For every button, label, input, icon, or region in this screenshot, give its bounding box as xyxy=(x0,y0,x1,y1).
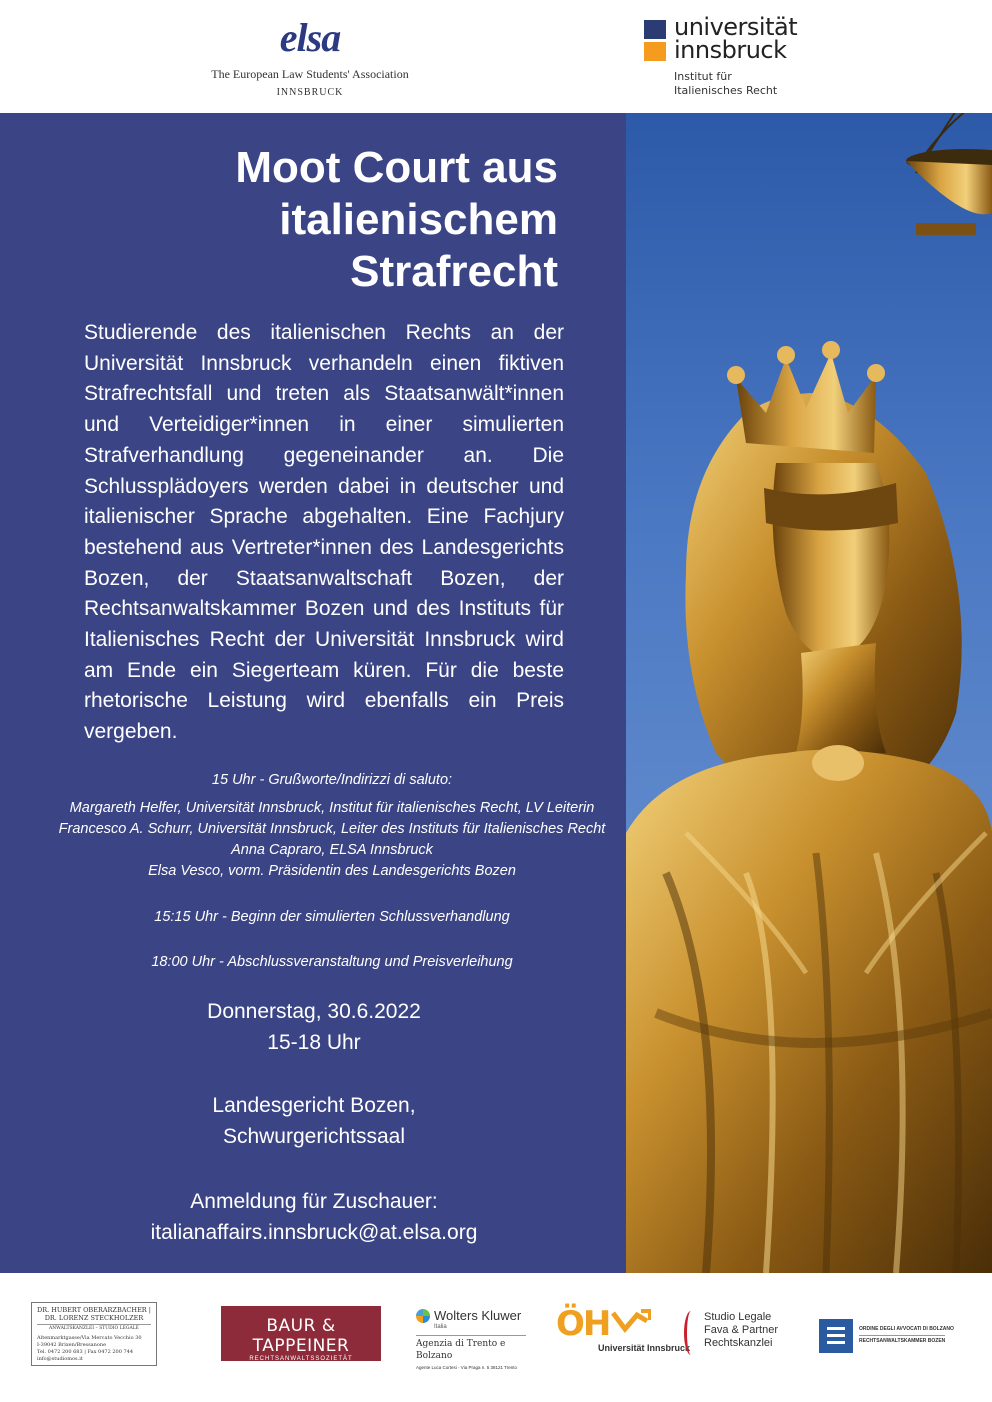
university-name-line2: innsbruck xyxy=(674,36,787,64)
sponsor-oberarzbacher-names: DR. HUBERT OBERARZBACHER | DR. LORENZ STECKHOLZER xyxy=(37,1306,151,1325)
event-time: 15-18 Uhr xyxy=(267,1031,361,1054)
sponsor-wolters-agency: Agenzia di Trento e Bolzano xyxy=(416,1335,526,1362)
sponsor-baur-subtitle-de: RECHTSANWALTSSOZIETÄT xyxy=(249,1356,353,1362)
sponsor-footer xyxy=(0,1273,992,1402)
sponsor-fava-logo xyxy=(684,1311,794,1361)
sponsor-oberarzbacher-logo xyxy=(31,1302,157,1366)
sponsor-ordine-logo xyxy=(819,1319,959,1353)
oeh-arrow-icon xyxy=(611,1307,651,1333)
speaker-item: Margareth Helfer, Universität Innsbruck, Institut für italienisches Recht, LV Leiterin xyxy=(69,800,595,816)
header xyxy=(0,0,992,113)
institute-line1: Institut für xyxy=(674,70,732,83)
registration-label: Anmeldung für Zuschauer: xyxy=(190,1190,438,1213)
sponsor-oberarzbacher-address: Altenmarktgasse/Via Mercato Vecchio 30 I-39042 Brixen/Bressanone Tel. 0472 200 683 | Fax 0472 200 744 info@studiomos.it xyxy=(37,1335,142,1362)
title-line-1: Moot Court aus xyxy=(235,143,558,192)
university-squares-icon xyxy=(644,20,666,62)
institute-name xyxy=(674,70,777,98)
wolters-kluwer-icon xyxy=(416,1309,430,1323)
sponsor-fava-text: Studio Legale Fava & Partner Rechtskanzlei xyxy=(704,1311,778,1349)
sponsor-wolters-name: Wolters Kluwer xyxy=(434,1308,522,1323)
program-item-1800: 18:00 Uhr - Abschlussveranstaltung und Preisverleihung xyxy=(151,954,513,970)
sponsor-oeh-label: Universität Innsbruck xyxy=(598,1343,691,1353)
elsa-wordmark: elsa xyxy=(279,15,341,60)
sponsor-wolters-address: Agente Luca Cortesi · Via Praga n. 5 38121 Trento xyxy=(416,1365,517,1370)
university-name-line1: universität xyxy=(674,13,798,41)
justitia-statue-photo xyxy=(626,113,992,1273)
sponsor-baur-name: BAUR & TAPPEINER xyxy=(252,1316,350,1356)
event-venue-line1: Landesgericht Bozen, xyxy=(212,1094,416,1117)
event-venue-line2: Schwurgerichtssaal xyxy=(222,1125,406,1148)
institute-line2: Italienisches Recht xyxy=(674,84,778,97)
elsa-city: INNSBRUCK xyxy=(276,87,344,98)
program-item-1515: 15:15 Uhr - Beginn der simulierten Schlussverhandlung xyxy=(154,909,510,925)
speaker-list xyxy=(40,798,624,882)
greeting-heading: 15 Uhr - Grußworte/Indirizzi di saluto: xyxy=(211,772,453,788)
event-date: Donnerstag, 30.6.2022 xyxy=(207,1000,421,1023)
sponsor-oeh-logo xyxy=(556,1304,691,1359)
ordine-emblem-icon xyxy=(819,1319,853,1353)
title-line-2: italienischem xyxy=(279,195,558,244)
fava-arc-icon xyxy=(684,1311,698,1355)
sponsor-ordine-line2: RECHTSANWALTSKAMMER BOZEN xyxy=(859,1335,945,1344)
sponsor-oberarzbacher-subtitle: ANWALTSKANZLEI – STUDIO LEGALE xyxy=(49,1326,139,1331)
elsa-tagline: The European Law Students' Association xyxy=(211,67,409,81)
speaker-item: Elsa Vesco, vorm. Präsidentin des Landesgerichts Bozen xyxy=(148,863,516,879)
university-name xyxy=(674,13,798,64)
sponsor-baur-tappeiner-logo xyxy=(221,1306,381,1369)
elsa-logo xyxy=(210,14,410,100)
justitia-statue-image xyxy=(626,113,992,1273)
sponsor-oeh-mark: ÖH xyxy=(556,1307,656,1341)
sponsor-wolters-country: Italia xyxy=(434,1324,447,1330)
event-description: Studierende des italienischen Rechts an der Universität Innsbruck verhandeln einen fiktiven Strafrechtsfall und treten als Staatsanwält*innen und Verteidiger*innen in einer simulierten Strafverhandlung gegeneinander an. Die Schlussplädoyers werden dabei in deutscher und italienischer Sprache abgehalten. Eine Fachjury bestehend aus Vertreter*innen des Landesgerichts Bozen, der Staatsanwaltschaft Bozen, der Rechtsanwaltskammer Bozen und des Instituts für Italienisches Recht der Universität Innsbruck wird am Ende ein Siegerteam küren. Für die beste rhetorische Leistung wird ebenfalls ein Preis vergeben. xyxy=(84,321,564,744)
sponsor-baur-subtitle-it: STUDIO LEGALE ASSOCIATO xyxy=(247,1363,355,1369)
program xyxy=(40,770,624,972)
registration-email[interactable]: italianaffairs.innsbruck@at.elsa.org xyxy=(150,1221,478,1244)
speaker-item: Anna Capraro, ELSA Innsbruck xyxy=(231,842,433,858)
event-details xyxy=(84,996,544,1248)
speaker-item: Francesco A. Schurr, Universität Innsbruck, Leiter des Instituts für Italienisches Recht xyxy=(58,821,606,837)
poster-main xyxy=(0,113,992,1273)
sponsor-wolters-kluwer-logo xyxy=(416,1309,526,1371)
sponsor-ordine-line1: ORDINE DEGLI AVVOCATI DI BOLZANO xyxy=(859,1326,954,1332)
page-title xyxy=(78,142,558,298)
title-line-3: Strafrecht xyxy=(350,247,558,296)
